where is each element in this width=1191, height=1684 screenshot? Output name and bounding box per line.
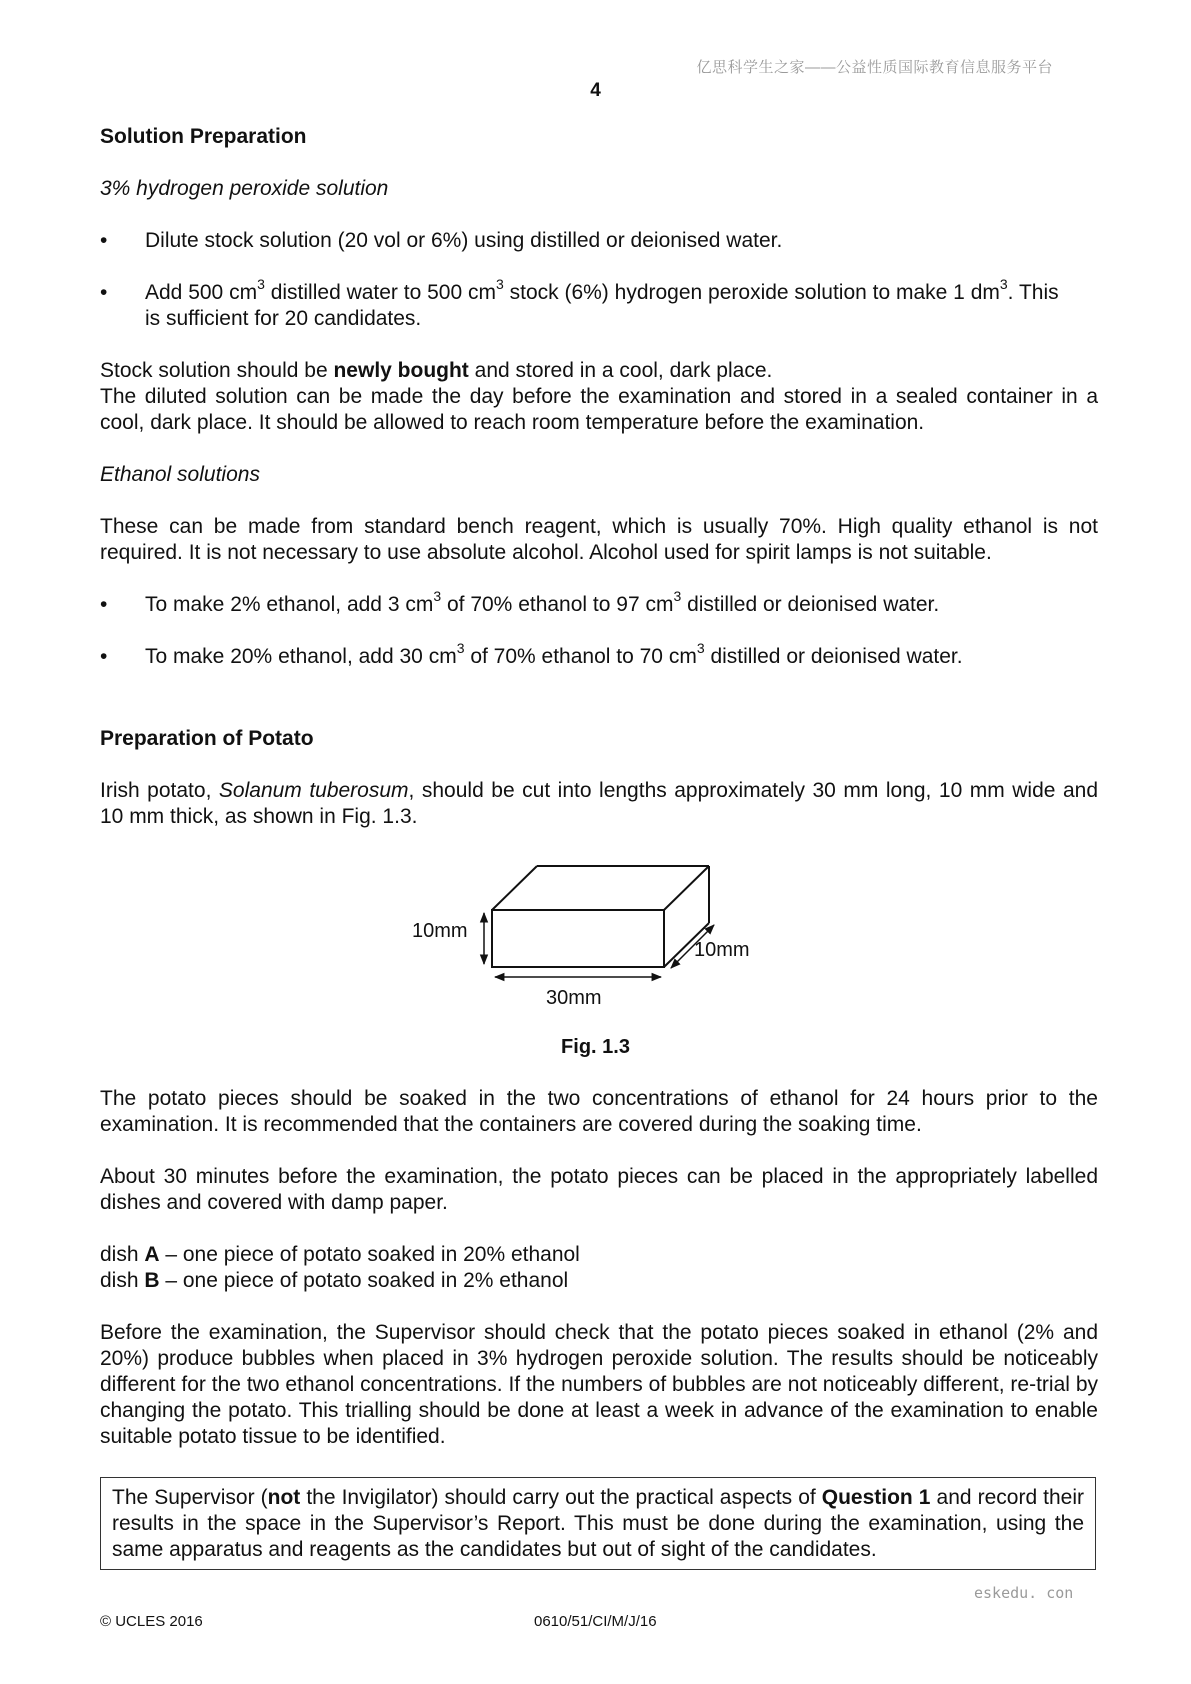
watermark: 亿思科学生之家——公益性质国际教育信息服务平台	[696, 59, 1053, 76]
depth-label: 10mm	[694, 939, 750, 961]
section-heading-solution: Solution Preparation	[100, 125, 307, 148]
bullet-twenty-percent: To make 20% ethanol, add 30 $cm^3$ of 70% ethanol to 70 $cm^3$ distilled or deionised water.	[145, 640, 963, 668]
eskedu-watermark: eskedu. con	[974, 1584, 1074, 1602]
potato-intro: Irish potato, Solanum tuberosum, should be cut into lengths approximately 30 mm long, 10 mm wide and 10 mm thick, as shown in Fig. 1.3.	[100, 779, 1098, 828]
section-heading-potato: Preparation of Potato	[100, 727, 314, 750]
bullet-two-percent: To make 2% ethanol, add 3 $cm^3$ of 70% ethanol to 97 $cm^3$ distilled or deionised water.	[145, 588, 940, 616]
ethanol-paragraph: These can be made from standard bench reagent, which is usually 70%. High quality ethanol is not required. It is not necessary to use absolute alcohol. Alcohol used for spirit lamps is not suitable.	[100, 515, 1098, 564]
supervisor-note-box: The Supervisor (not the Invigilator) should carry out the practical aspects of Question 1 and record their results in the space in the Supervisor’s Report. This must be done during the examination, using the same apparatus and reagents as the candidates but out of sight of the candidates.	[100, 1477, 1096, 1570]
bullet-add-water	[145, 276, 1098, 332]
dish-a-line: dish A – one piece of potato soaked in 20% ethanol	[100, 1243, 580, 1266]
dish-b-line: dish B – one piece of potato soaked in 2% ethanol	[100, 1269, 569, 1292]
bullet-glyph: •	[100, 645, 108, 668]
footer-copyright: © UCLES 2016	[100, 1613, 203, 1630]
check-paragraph: Before the examination, the Supervisor should check that the potato pieces soaked in ethanol (2% and 20%) produce bubbles when placed in 3% hydrogen peroxide solution. The results should be noticeably different for the two ethanol concentrations. If the numbers of bubbles are not noticeably different, re-trial by changing the potato. This trialling should be done at least a week in advance of the examination to enable suitable potato tissue to be identified.	[100, 1321, 1098, 1448]
bullet-glyph: •	[100, 593, 108, 616]
potato-block-diagram	[400, 858, 780, 1018]
block-outline	[492, 866, 709, 967]
bullet-add-water-line2: is sufficient for 20 candidates.	[145, 307, 422, 330]
soak-paragraph: The potato pieces should be soaked in the two concentrations of ethanol for 24 hours prior to the examination. It is recommended that the containers are covered during the soaking time.	[100, 1087, 1098, 1136]
figure-caption: Fig. 1.3	[561, 1036, 630, 1058]
stock-note: Stock solution should be newly bought and stored in a cool, dark place.	[100, 359, 773, 382]
length-label: 30mm	[546, 987, 602, 1009]
subheading-ethanol: Ethanol solutions	[100, 463, 260, 486]
diluted-note: The diluted solution can be made the day before the examination and stored in a sealed container in a cool, dark place. It should be allowed to reach room temperature before the examination.	[100, 385, 1098, 434]
height-label: 10mm	[412, 920, 468, 942]
bullet-dilute-stock: Dilute stock solution (20 vol or 6%) using distilled or deionised water.	[145, 229, 783, 252]
footer-code: 0610/51/CI/M/J/16	[534, 1613, 657, 1630]
subheading-hydrogen-peroxide: 3% hydrogen peroxide solution	[100, 177, 389, 200]
bullet-glyph: •	[100, 229, 108, 252]
bullet-glyph: •	[100, 281, 108, 304]
placement-paragraph: About 30 minutes before the examination, the potato pieces can be placed in the appropriately labelled dishes and covered with damp paper.	[100, 1165, 1098, 1214]
page-number: 4	[590, 80, 601, 101]
bullet-add-water-line1: Add 500 $cm^3$ distilled water to 500 $cm^3$ stock (6%) hydrogen peroxide solution to make 1 $dm^3$. This	[145, 276, 1059, 304]
